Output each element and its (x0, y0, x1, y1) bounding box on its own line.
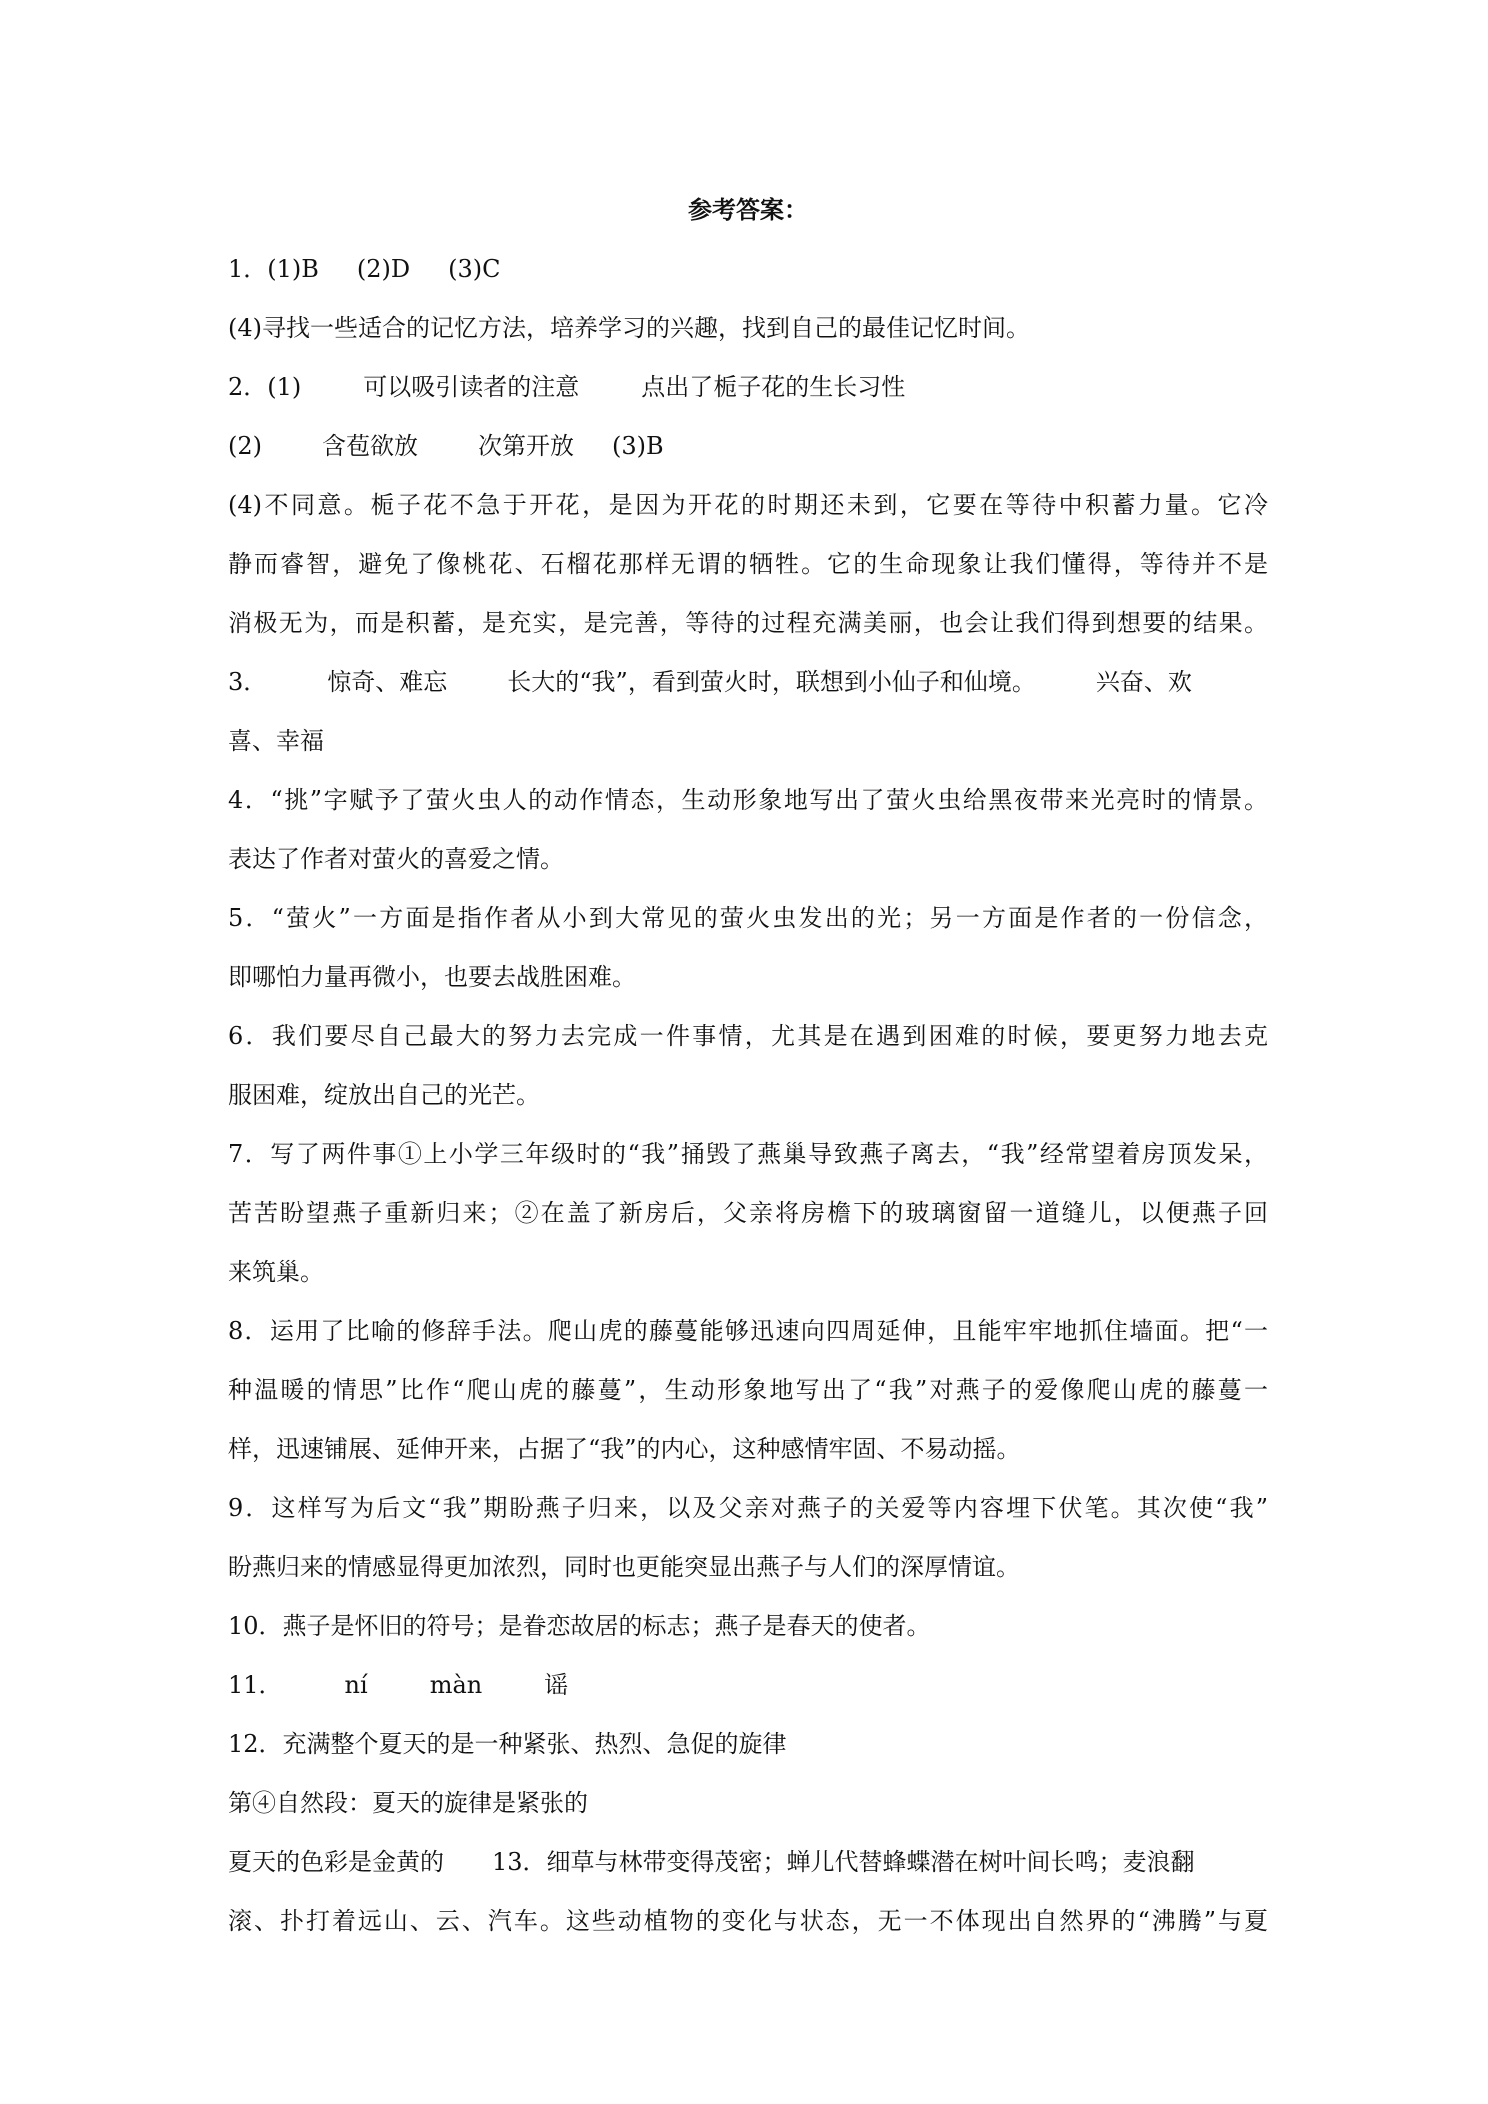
text-segment: 谣 (544, 1671, 569, 1699)
answer-1-part4 (228, 299, 1268, 358)
answer-5-line2: 即哪怕力量再微小，也要去战胜困难。 (228, 963, 636, 991)
answer-page (228, 190, 1268, 1951)
answer-7-line2: 苦苦盼望燕子重新归来；②在盖了新房后，父亲将房檐下的玻璃窗留一道缝儿，以便燕子回 (228, 1199, 1268, 1227)
answer-13-line2: 滚、扑打着远山、云、汽车。这些动植物的变化与状态，无一不体现出自然界的“沸腾”与夏 (228, 1907, 1268, 1935)
answer-3-line2: 喜、幸福 (228, 727, 324, 755)
text-segment: (3)B (612, 432, 664, 460)
answer-2-part2 (228, 417, 1268, 476)
answer-4-line2: 表达了作者对萤火的喜爱之情。 (228, 845, 564, 873)
answer-6-line1: 6．我们要尽自己最大的努力去完成一件事情，尤其是在遇到困难的时候，要更努力地去克 (228, 1022, 1268, 1050)
text-segment: 可以吸引读者的注意 (363, 373, 580, 401)
answer-3-line1 (228, 653, 1268, 712)
answer-11 (228, 1656, 1268, 1715)
answer-4-line1: 4．“挑”字赋予了萤火虫人的动作情态，生动形象地写出了萤火虫给黑夜带来光亮时的情景。 (228, 786, 1268, 814)
answer-12-13-line (228, 1833, 1268, 1892)
text-segment: 次第开放 (478, 432, 574, 460)
text-segment: 13．细草与林带变得茂密；蝉儿代替蜂蝶潜在树叶间长鸣；麦浪翻 (492, 1848, 1195, 1876)
text-segment: 长大的“我”，看到萤火时，联想到小仙子和仙境。 (507, 668, 1036, 696)
text-segment: 点出了栀子花的生长习性 (641, 373, 906, 401)
answer-12-line1: 12．充满整个夏天的是一种紧张、热烈、急促的旋律 (228, 1730, 787, 1758)
text-segment: 夏天的色彩是金黄的 (228, 1848, 444, 1876)
answer-6-line2: 服困难，绽放出自己的光芒。 (228, 1081, 540, 1109)
text-segment: 11． (228, 1671, 283, 1699)
answer-5-line1: 5．“萤火”一方面是指作者从小到大常见的萤火虫发出的光；另一方面是作者的一份信念， (228, 904, 1268, 932)
text-segment: 惊奇、难忘 (327, 668, 448, 696)
answer-1-choices (228, 240, 1268, 299)
text-segment: (2)D (356, 255, 411, 283)
text-segment: (4)寻找一些适合的记忆方法，培养学习的兴趣，找到自己的最佳记忆时间。 (228, 314, 1030, 342)
text-segment: 兴奋、欢 (1095, 668, 1192, 696)
answer-7-line1: 7．写了两件事①上小学三年级时的“我”捅毁了燕巢导致燕子离去，“我”经常望着房顶发呆， (228, 1140, 1268, 1168)
text-segment: 2．(1) (228, 373, 302, 401)
answer-2-part1 (228, 358, 1268, 417)
page-title: 参考答案： (688, 195, 808, 224)
answer-2-part4-line3: 消极无为，而是积蓄，是充实，是完善，等待的过程充满美丽，也会让我们得到想要的结果。 (228, 609, 1268, 637)
text-segment: 3． (228, 668, 268, 696)
answer-10: 10．燕子是怀旧的符号；是眷恋故居的标志；燕子是春天的使者。 (228, 1612, 931, 1640)
answer-9-line1: 9．这样写为后文“我”期盼燕子归来，以及父亲对燕子的关爱等内容埋下伏笔。其次使“我” (228, 1494, 1268, 1522)
answer-9-line2: 盼燕归来的情感显得更加浓烈，同时也更能突显出燕子与人们的深厚情谊。 (228, 1553, 1020, 1581)
answer-12-line2: 第④自然段：夏天的旋律是紧张的 (228, 1789, 588, 1817)
text-segment: (2) (228, 432, 262, 460)
text-segment: 含苞欲放 (322, 432, 418, 460)
answer-8-line2: 种温暖的情思”比作“爬山虎的藤蔓”，生动形象地写出了“我”对燕子的爱像爬山虎的藤蔓一 (228, 1376, 1268, 1404)
text-segment: (3)C (448, 255, 501, 283)
answer-2-part4-line1: (4)不同意。栀子花不急于开花，是因为开花的时期还未到，它要在等待中积蓄力量。它冷 (228, 491, 1268, 519)
answer-2-part4-line2: 静而睿智，避免了像桃花、石榴花那样无谓的牺牲。它的生命现象让我们懂得，等待并不是 (228, 550, 1268, 578)
answer-8-line1: 8．运用了比喻的修辞手法。爬山虎的藤蔓能够迅速向四周延伸，且能牢牢地抓住墙面。把“一 (228, 1317, 1268, 1345)
answer-7-line3: 来筑巢。 (228, 1258, 324, 1286)
text-segment: 1．(1)B (228, 255, 319, 283)
text-segment: màn (429, 1671, 483, 1699)
answer-8-line3: 样，迅速铺展、延伸开来，占据了“我”的内心，这种感情牢固、不易动摇。 (228, 1435, 1021, 1463)
text-segment: ní (344, 1671, 368, 1699)
